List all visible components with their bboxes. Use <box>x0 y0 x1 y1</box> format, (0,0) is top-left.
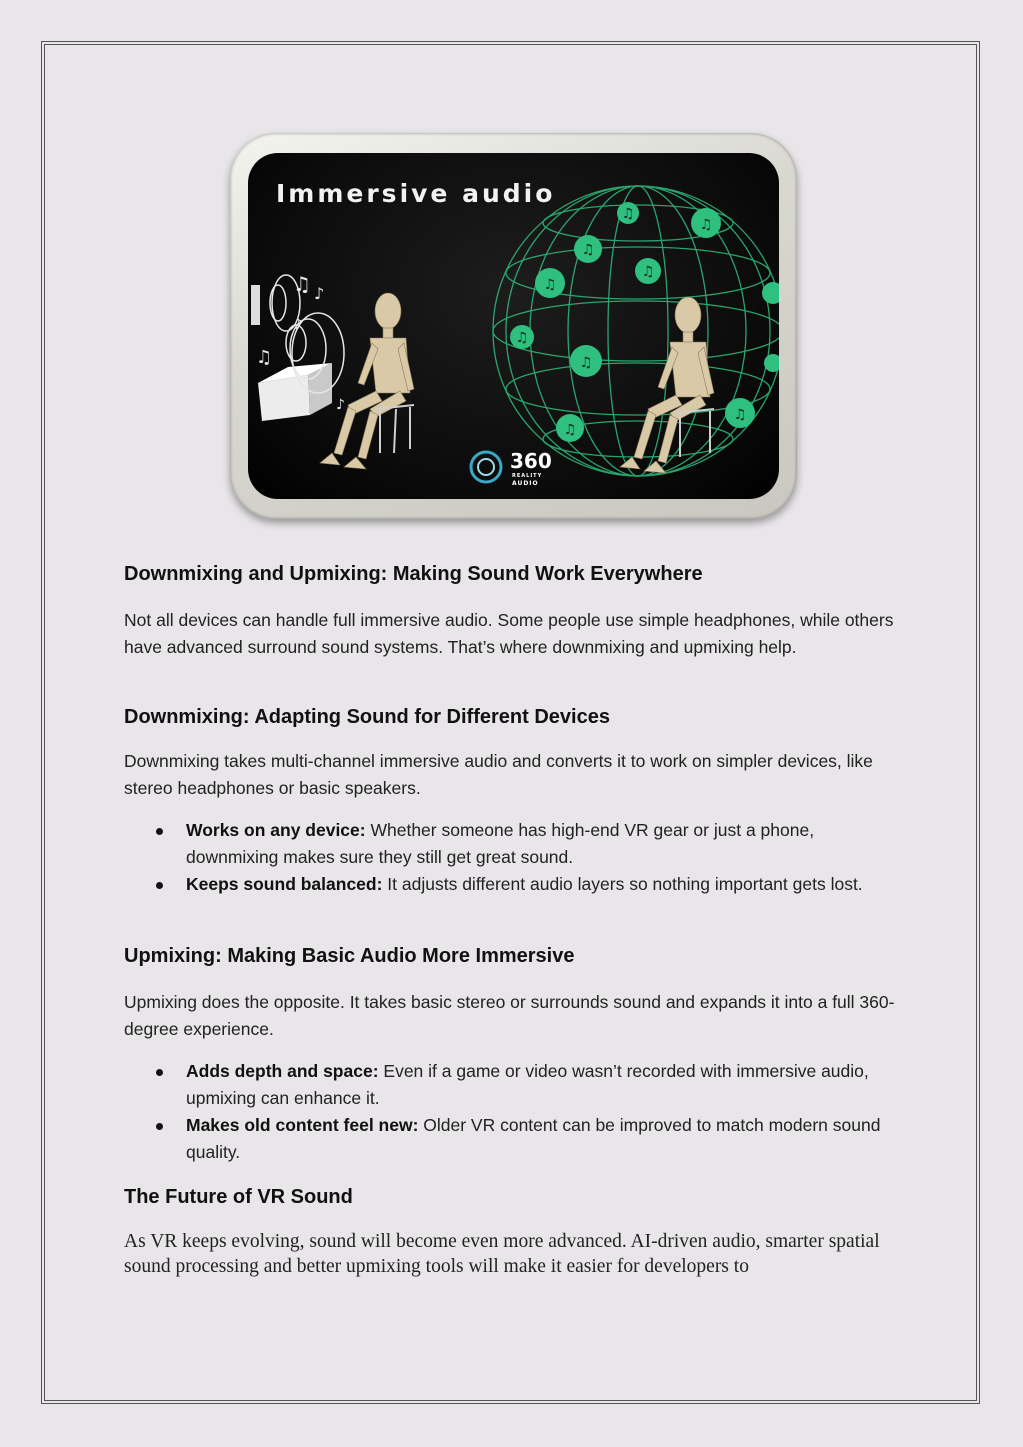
svg-text:♫: ♫ <box>621 206 635 222</box>
list-item <box>186 817 906 871</box>
sphere-wireframe <box>493 186 779 476</box>
brand-logo-icon <box>471 452 501 482</box>
list-item <box>186 1112 906 1166</box>
svg-text:♫: ♫ <box>293 272 311 296</box>
hero-image-frame <box>230 133 797 519</box>
brand-line1: REALITY <box>512 473 543 479</box>
mannequin-right <box>620 297 714 473</box>
svg-text:♫: ♫ <box>699 217 713 233</box>
bullet-term: Makes old content feel new: <box>186 1115 419 1135</box>
svg-text:♫: ♫ <box>543 277 557 293</box>
bullet-text: It adjusts different audio layers so nothing important gets lost. <box>382 874 863 894</box>
section-heading-downmixing-upmixing: Downmixing and Upmixing: Making Sound Work Everywhere <box>124 563 703 585</box>
mannequin-left <box>320 293 414 469</box>
section-paragraph-intro: Not all devices can handle full immersive audio. Some people use simple headphones, while others have advanced surround sound systems. That’s where downmixing and upmixing help. <box>124 610 894 657</box>
upmixing-bullet-list <box>186 1058 906 1166</box>
svg-text:♫: ♫ <box>256 347 273 368</box>
section-heading-upmixing: Upmixing: Making Basic Audio More Immersive <box>124 945 575 967</box>
section-paragraph-downmixing: Downmixing takes multi-channel immersive audio and converts it to work on simpler devices, like stereo headphones or basic speakers. <box>124 751 873 798</box>
svg-text:♫: ♫ <box>733 407 747 423</box>
svg-text:♫: ♫ <box>641 264 655 280</box>
bullet-term: Works on any device: <box>186 820 366 840</box>
bullet-text: Whether someone has high-end VR gear or just a phone, downmixing makes sure they still get great sound. <box>186 820 815 867</box>
svg-text:♪: ♪ <box>314 284 325 303</box>
svg-text:♪: ♪ <box>294 317 303 333</box>
bullet-term: Adds depth and space: <box>186 1061 379 1081</box>
hero-image <box>248 153 779 499</box>
hero-title: Immersive audio <box>276 179 556 208</box>
svg-text:♪: ♪ <box>336 397 345 413</box>
svg-text:♫: ♫ <box>579 355 593 371</box>
downmixing-bullet-list <box>186 817 906 898</box>
section-heading-downmixing: Downmixing: Adapting Sound for Different Devices <box>124 706 610 728</box>
svg-text:♫: ♫ <box>563 422 577 438</box>
bullet-term: Keeps sound balanced: <box>186 874 383 894</box>
svg-text:♫: ♫ <box>581 242 595 258</box>
list-item <box>186 871 906 898</box>
brand-number: 360 <box>510 449 552 473</box>
svg-text:♫: ♫ <box>515 330 529 346</box>
section-heading-future: The Future of VR Sound <box>124 1186 353 1208</box>
section-paragraph-upmixing: Upmixing does the opposite. It takes basic stereo or surrounds sound and expands it into a full 360-degree experience. <box>124 992 895 1039</box>
bullet-text: Even if a game or video wasn’t recorded with immersive audio, upmixing can enhance it. <box>186 1061 869 1108</box>
list-item <box>186 1058 906 1112</box>
section-paragraph-future: As VR keeps evolving, sound will become even more advanced. AI-driven audio, smarter spatial sound processing and better upmixing tools will make it easier for developers to <box>124 1231 880 1277</box>
brand-line2: AUDIO <box>512 480 539 487</box>
bullet-text: Older VR content can be improved to match modern sound quality. <box>186 1115 881 1162</box>
